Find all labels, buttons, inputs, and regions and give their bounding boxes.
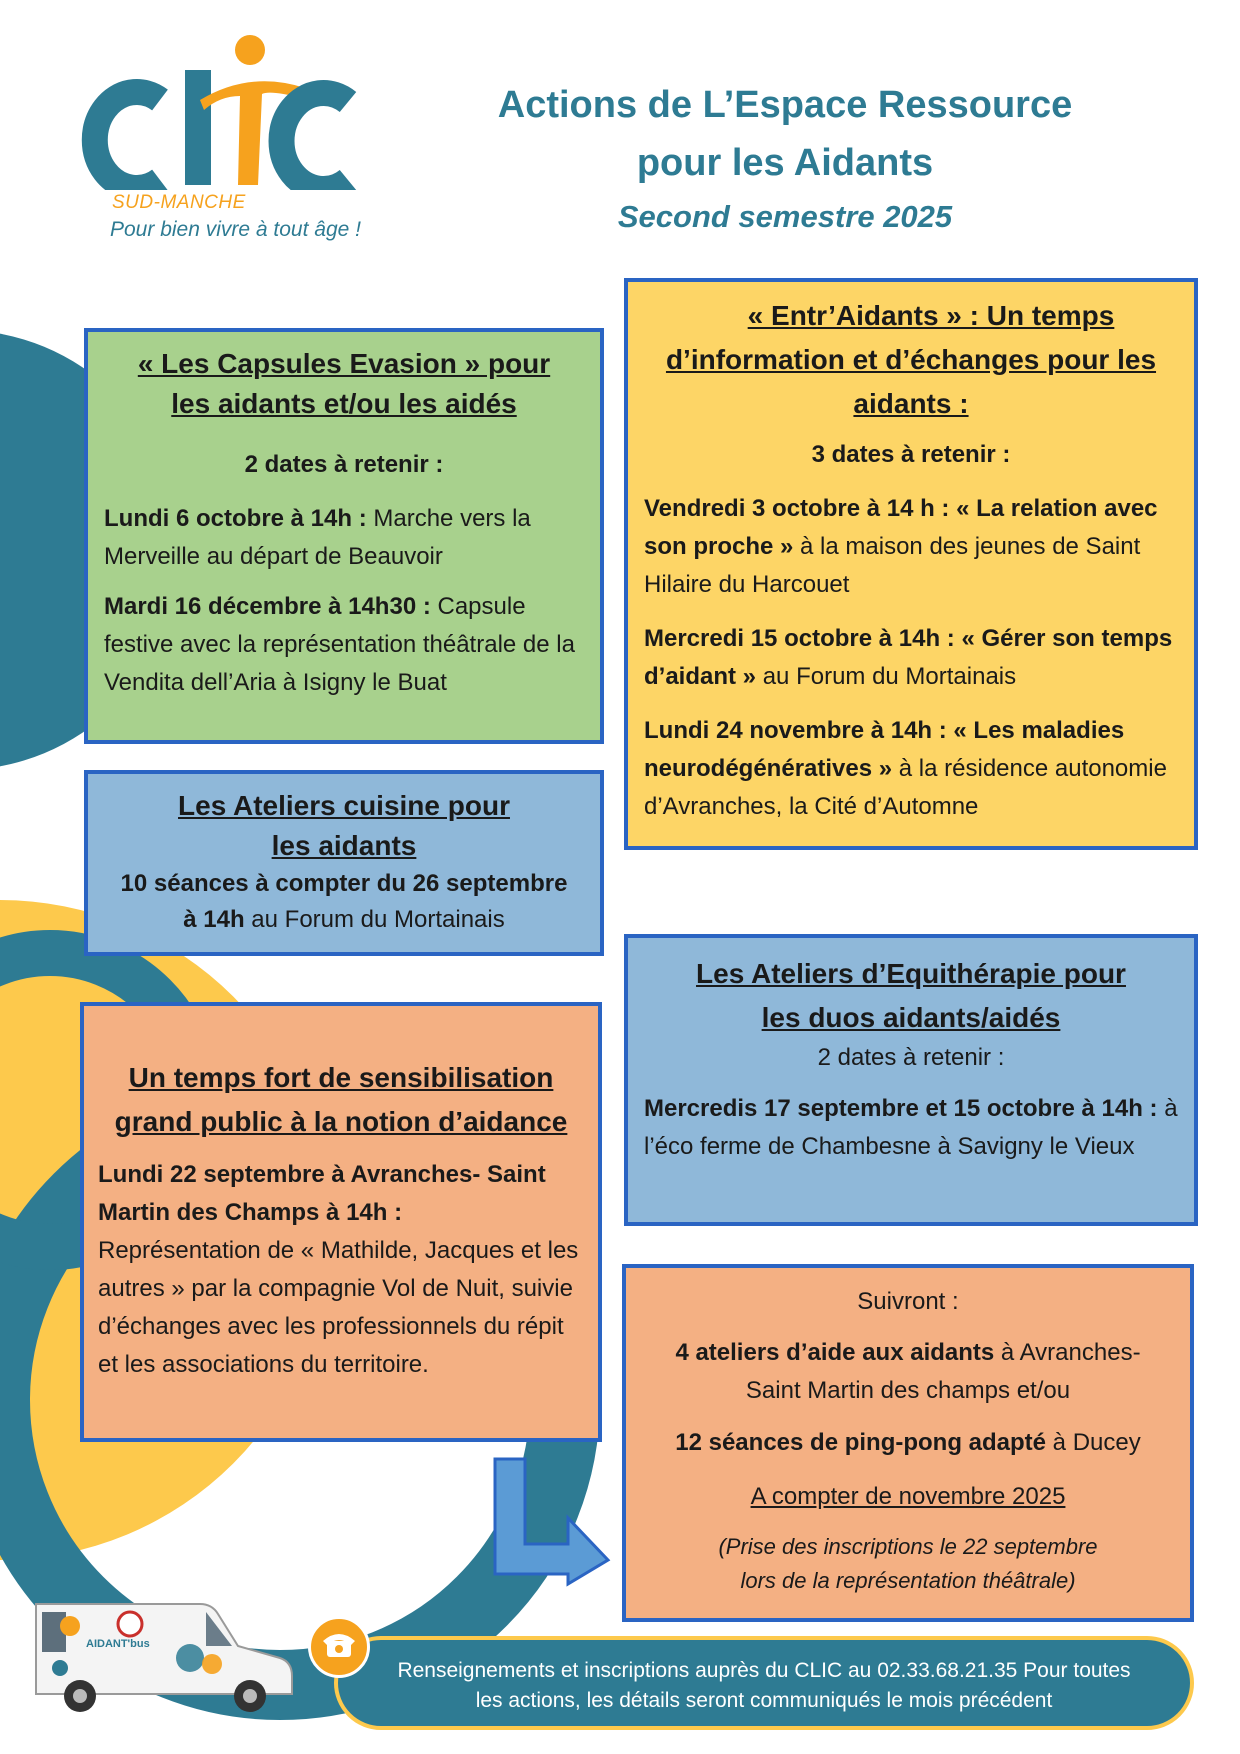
cuisine-line2 xyxy=(98,902,590,938)
sensibilisation-date: Lundi 22 septembre à Avranches- Saint Martin des Champs à 14h : xyxy=(98,1161,546,1226)
suivront-line1 xyxy=(650,1334,1166,1410)
equitherapie-title-line2: les duos aidants/aidés xyxy=(761,1002,1061,1033)
suivront-note-line1: (Prise des inscriptions le 22 septembre xyxy=(718,1534,1098,1559)
entraidants-title-line2: d’information et d’échanges pour les xyxy=(665,344,1157,375)
entraidants-title-line1: « Entr’Aidants » : Un temps xyxy=(747,300,1115,331)
entraidants-box xyxy=(624,278,1198,850)
page-title xyxy=(440,76,1130,242)
equitherapie-item xyxy=(644,1090,1178,1166)
cuisine-title-line1: Les Ateliers cuisine pour xyxy=(178,790,510,821)
capsules-item1-text: Marche vers la Merveille au départ de Beauvoir xyxy=(104,505,531,570)
van-brand: AIDANT'bus xyxy=(86,1638,150,1650)
entraidants-title-line3: aidants : xyxy=(853,388,969,419)
suivront-box xyxy=(622,1264,1194,1622)
contact-line2: les actions, les détails seront communiqués le mois précédent xyxy=(475,1689,1053,1712)
capsules-item2 xyxy=(104,588,584,702)
equitherapie-item-text: à l’éco ferme de Chambesne à Savigny le Vieux xyxy=(644,1095,1178,1160)
cuisine-box xyxy=(84,770,604,956)
suivront-line2 xyxy=(650,1424,1166,1462)
sensibilisation-text: Représentation de « Mathilde, Jacques et les autres » par la compagnie Vol de Nuit, suivie d’échanges avec les professionnels du répit et les associations du territoire. xyxy=(98,1237,579,1378)
suivront-note-line2: lors de la représentation théâtrale) xyxy=(740,1568,1076,1593)
entraidants-item3-text: à la résidence autonomie d’Avranches, la Cité d’Automne xyxy=(644,755,1167,820)
suivront-heading: Suivront : xyxy=(857,1288,959,1315)
cuisine-title-line2: les aidants xyxy=(271,830,417,861)
contact-line1: Renseignements et inscriptions auprès du CLIC au 02.33.68.21.35 Pour toutes xyxy=(397,1659,1131,1682)
van-icon xyxy=(30,1598,300,1716)
entraidants-item2-date: Mercredi 15 octobre à 14h : « Gérer son temps d’aidant » xyxy=(644,625,1173,690)
clic-logo-mark xyxy=(80,30,370,190)
entraidants-item1-text: à la maison des jeunes de Saint Hilaire du Harcouet xyxy=(644,533,1141,598)
equitherapie-title-line1: Les Ateliers d’Equithérapie pour xyxy=(696,958,1126,989)
sensibilisation-title-line2: grand public à la notion d’aidance xyxy=(114,1106,568,1137)
suivront-line1-text: à Avranches-Saint Martin des champs et/ou xyxy=(745,1339,1141,1404)
capsules-title-line1: « Les Capsules Evasion » pour xyxy=(137,348,551,379)
equitherapie-dates-heading: 2 dates à retenir : xyxy=(817,1044,1005,1071)
capsules-item1 xyxy=(104,500,584,576)
suivront-line2-text: à Ducey xyxy=(1046,1429,1141,1456)
capsules-item2-text: Capsule festive avec la représentation théâtrale de la Vendita dell’Aria à Isigny le Buat xyxy=(104,593,575,696)
logo-tagline: Pour bien vivre à tout âge ! xyxy=(110,218,361,241)
capsules-item2-date: Mardi 16 décembre à 14h30 : xyxy=(104,593,431,620)
cuisine-line1: 10 séances à compter du 26 septembre xyxy=(120,870,568,897)
cuisine-line2-time: à 14h xyxy=(183,906,245,933)
entraidants-dates-heading: 3 dates à retenir : xyxy=(811,441,1011,468)
phone-icon xyxy=(311,1619,367,1675)
logo-region: SUD-MANCHE xyxy=(112,192,246,213)
capsules-dates-heading: 2 dates à retenir : xyxy=(244,451,444,478)
page-title-line2: pour les Aidants xyxy=(636,142,934,184)
suivront-line1-bold: 4 ateliers d’aide aux aidants xyxy=(675,1339,995,1366)
contact-banner xyxy=(334,1636,1194,1730)
equitherapie-box xyxy=(624,934,1198,1226)
entraidants-item2-text: au Forum du Mortainais xyxy=(756,663,1017,690)
suivront-start: A compter de novembre 2025 xyxy=(750,1483,1066,1510)
entraidants-item1-date: Vendredi 3 octobre à 14 h : « La relation avec son proche » xyxy=(644,495,1158,560)
arrow-icon xyxy=(490,1456,618,1588)
entraidants-item2 xyxy=(644,620,1178,696)
sensibilisation-box xyxy=(80,1002,602,1442)
capsules-item1-date: Lundi 6 octobre à 14h : xyxy=(104,505,367,532)
entraidants-item1 xyxy=(644,490,1178,604)
clic-logo xyxy=(80,30,370,270)
equitherapie-item-date: Mercredis 17 septembre et 15 octobre à 14h : xyxy=(644,1095,1158,1122)
page-subtitle: Second semestre 2025 xyxy=(617,199,953,234)
entraidants-item3 xyxy=(644,712,1178,826)
capsules-box xyxy=(84,328,604,744)
phone-badge xyxy=(308,1616,370,1678)
sensibilisation-title-line1: Un temps fort de sensibilisation xyxy=(128,1062,554,1093)
page-title-line1: Actions de L’Espace Ressource xyxy=(497,84,1073,126)
suivront-line2-bold: 12 séances de ping-pong adapté xyxy=(675,1429,1047,1456)
entraidants-item3-date: Lundi 24 novembre à 14h : « Les maladies neurodégénératives » xyxy=(644,717,1125,782)
aidant-bus-illustration xyxy=(30,1598,300,1716)
cuisine-line2-place: au Forum du Mortainais xyxy=(244,906,505,933)
capsules-title-line2: les aidants et/ou les aidés xyxy=(171,388,517,419)
